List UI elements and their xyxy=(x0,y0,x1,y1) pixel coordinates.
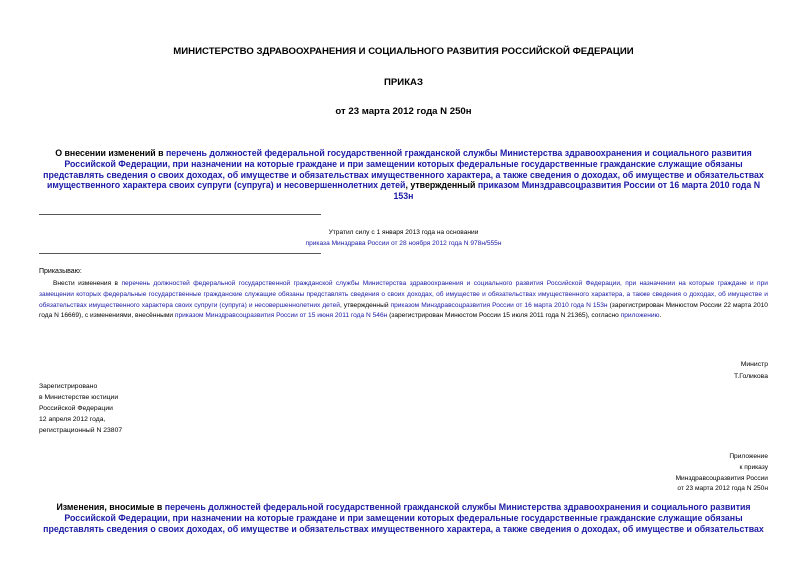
order-body-paragraph xyxy=(39,279,768,322)
signature-name: Т.Голикова xyxy=(733,372,768,380)
appendix-title-prefix: Изменения, вносимые в xyxy=(56,502,165,512)
registration-line: Российской Федерации xyxy=(39,405,113,412)
registration-line: регистрационный N 23807 xyxy=(39,427,123,434)
body-link-list[interactable]: перечень должностей федеральной государственной гражданской службы Министерства здравоохранения и социального развития Российской Федерации, при назначении на которые граждане и при замещении которых федеральные государственные гражданские служащие обязаны представлять сведения о своих доходах, об имуществе и обязательствах имущественного характера, а также сведения о доходах, об имуществе и обязательствах имущественного характера своих супруги (супруга) и несовершеннолетних детей xyxy=(39,280,768,309)
divider-bottom xyxy=(39,253,321,254)
appendix-line: к приказу xyxy=(739,463,768,471)
body-text-part: , утвержденный xyxy=(339,301,391,309)
appendix-title-link[interactable]: перечень должностей федеральной государственной гражданской службы Министерства здравоохранения и социального развития Российской Федерации, при назначении на которые граждане и при замещении которых федеральные государственные гражданские служащие обязаны представлять сведения о своих доходах, об имуществе и обязательствах имущественного характера, а также сведения о доходах, об имуществе и обязательствах xyxy=(43,502,764,534)
title-link-order-153n[interactable]: приказом Минздравсоцразвития России от 16 марта 2010 года N 153н xyxy=(393,180,761,202)
appendix-line: Приложение xyxy=(729,453,768,460)
registration-line: 12 апреля 2012 года, xyxy=(39,416,106,423)
divider-top xyxy=(39,214,321,215)
registration-line: в Министерстве юстиции xyxy=(39,394,119,401)
appendix-title xyxy=(36,502,771,535)
body-text-part: Внести изменения в xyxy=(53,280,122,287)
ministry-heading: МИНИСТЕРСТВО ЗДРАВООХРАНЕНИЯ И СОЦИАЛЬНОГО РАЗВИТИЯ РОССИЙСКОЙ ФЕДЕРАЦИИ xyxy=(173,46,634,57)
validity-note-text: Утратил силу с 1 января 2013 года на основании xyxy=(328,229,479,236)
title-prefix: О внесении изменений в xyxy=(55,148,166,158)
document-type: ПРИКАЗ xyxy=(384,77,423,88)
registration-block xyxy=(39,381,122,436)
appendix-header xyxy=(676,452,768,495)
title-middle: , утвержденный xyxy=(405,180,478,191)
appendix-line: от 23 марта 2012 года N 250н xyxy=(677,485,768,493)
body-link-order-153n[interactable]: приказом Минздравсоцразвития России от 16 марта 2010 года N 153н xyxy=(390,301,608,309)
document-date-number: от 23 марта 2012 года N 250н xyxy=(335,106,472,117)
body-text-part: (зарегистрирован Минюстом России 15 июля 2011 года N 21365), согласно xyxy=(387,312,621,320)
signature-block xyxy=(734,359,768,382)
body-link-order-546n[interactable]: приказом Минздравсоцразвития России от 15 июня 2011 года N 546н xyxy=(174,312,388,320)
body-text-part: (зарегистрирован Минюстом России 22 марта 2010 года N 16669), с изменениями, внесёнными xyxy=(39,301,768,320)
appendix-line: Минздравсоцразвития России xyxy=(675,474,768,482)
body-text-part: . xyxy=(659,312,662,320)
title-link-list[interactable]: перечень должностей федеральной государственной гражданской службы Министерства здравоохранения и социального развития Российской Федерации, при назначении на которые граждане и при замещении которых федеральные государственные гражданские служащие обязаны представлять сведения о своих доходах, об имуществе и обязательствах имущественного характера, а также сведения о доходах, об имуществе и обязательствах имущественного характера своих супруги (супруга) и несовершеннолетних детей xyxy=(43,148,764,191)
document-title xyxy=(36,148,771,202)
validity-note xyxy=(0,227,807,249)
registration-line: Зарегистрировано xyxy=(39,383,98,390)
signature-position: Министр xyxy=(740,361,768,368)
order-directive: Приказываю: xyxy=(39,268,82,275)
validity-note-link[interactable]: приказа Минздрава России от 28 ноября 2012 года N 978н/555н xyxy=(305,240,502,247)
body-link-appendix[interactable]: приложению xyxy=(620,312,660,320)
